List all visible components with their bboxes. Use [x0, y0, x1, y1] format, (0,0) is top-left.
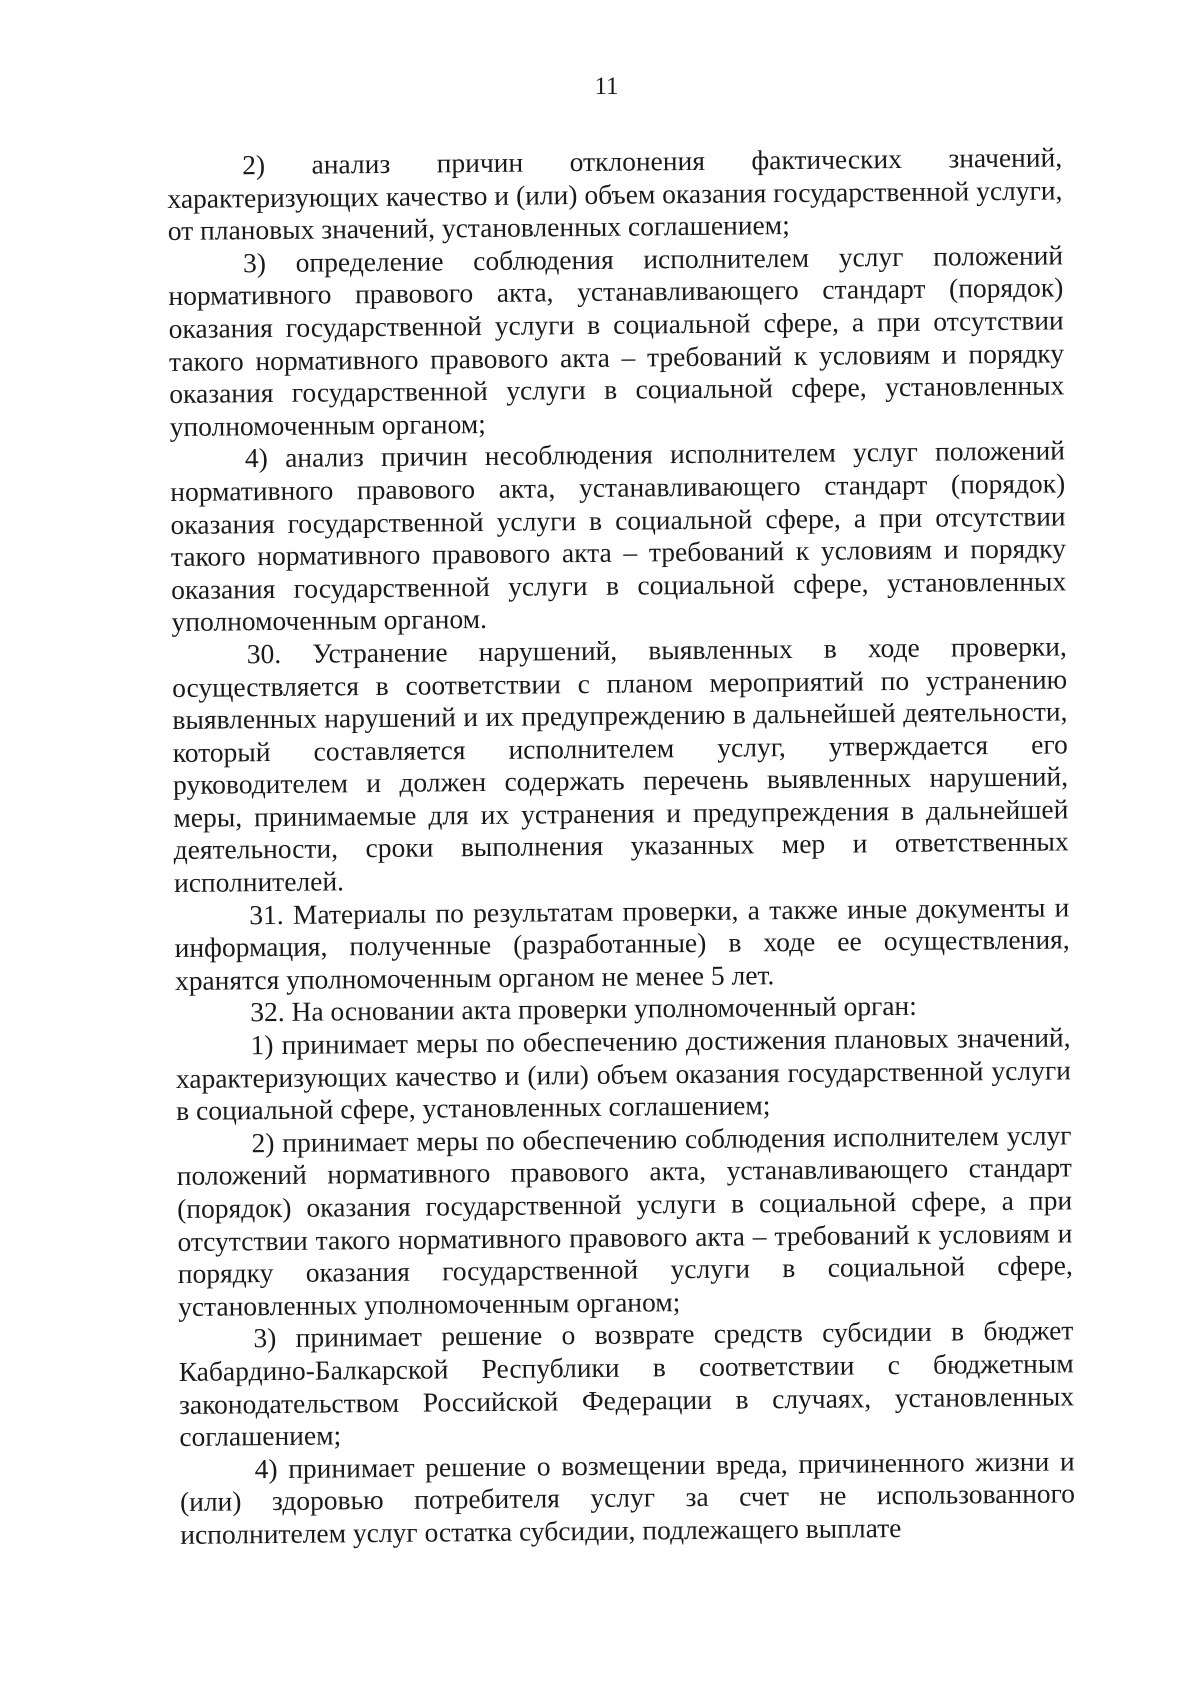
document-body	[167, 141, 1075, 1551]
paragraph-32-item-1: 1) принимает меры по обеспечению достижения плановых значений, характеризующих качество и (или) объем оказания государственной услуги в социальной сфере, установленных соглашением;	[175, 1021, 1072, 1127]
paragraph-32: 32. На основании акта проверки уполномоченный орган:	[250, 990, 917, 1028]
paragraph-item-4-noncompliance: 4) анализ причин несоблюдения исполнителем услуг положений нормативного правового акта, устанавливающего стандарт (порядок) оказания государственной услуги в социальной сфере, а при отсутствии такого нормативного правового акта – требований к условиям и порядку оказания государственной услуги в социальной сфере, установленных уполномоченным органом.	[170, 434, 1067, 638]
paragraph-item-3-compliance: 3) определение соблюдения исполнителем услуг положений нормативного правового акта, устанавливающего стандарт (порядок) оказания государственной услуги в социальной сфере, а при отсутствии такого нормативного правового акта – требований к условиям и порядку оказания государственной услуги в социальной сфере, установленных уполномоченным органом;	[168, 239, 1065, 442]
paragraph-32-item-3: 3) принимает решение о возврате средств субсидии в бюджет Кабардино-Балкарской Республики в соответствии с бюджетным законодательством Российской Федерации в случаях, установленных соглашением;	[178, 1314, 1075, 1453]
paragraph-32-item-2: 2) принимает меры по обеспечению соблюдения исполнителем услуг положений нормативного правового акта, устанавливающего стандарт (порядок) оказания государственной услуги в социальной сфере, а при отсутствии такого нормативного правового акта – требований к условиям и порядку оказания государственной услуги в социальной сфере, установленных уполномоченным органом;	[176, 1119, 1073, 1322]
paragraph-32-item-4: 4) принимает решение о возмещении вреда, причиненного жизни и (или) здоровью потребителя услуг за счет не использованного исполнителем услуг остатка субсидии, подлежащего выплате	[179, 1445, 1076, 1550]
paragraph-31: 31. Материалы по результатам проверки, а также иные документы и информация, полученные (разработанные) в ходе ее осуществления, хранятся уполномоченным органом не менее 5 лет.	[174, 891, 1070, 996]
paragraph-item-2-analysis: 2) анализ причин отклонения фактических значений, характеризующих качество и (или) объем оказания государственной услуги, от плановых значений, установленных соглашением;	[167, 141, 1063, 247]
paragraph-30: 30. Устранение нарушений, выявленных в ходе проверки, осуществляется в соответствии с планом мероприятий по устранению выявленных нарушений и их предупреждению в дальнейшей деятельности, который составляется исполнителем услуг, утверждается его руководителем и должен содержать перечень выявленных нарушений, меры, принимаемые для их устранения и предупреждения в дальнейшей деятельности, сроки выполнения указанных мер и ответственных исполнителей.	[172, 630, 1069, 899]
page-number: 11	[594, 73, 619, 100]
